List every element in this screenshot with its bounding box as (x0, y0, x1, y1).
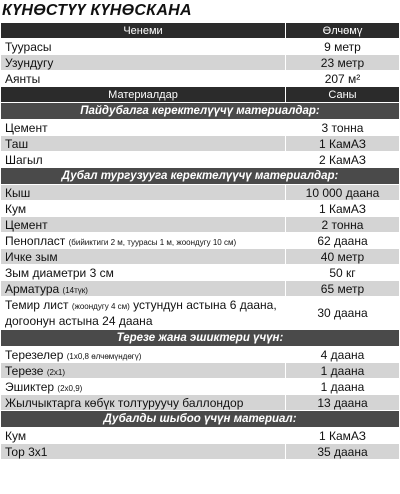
row-label: Узундугу (1, 55, 286, 71)
section-title: Терезе жана эшиктери үчүн: (1, 330, 400, 347)
section-header (1, 411, 400, 428)
row-label: Эшиктер (5, 379, 55, 394)
row-label-cell (1, 281, 286, 297)
row-value: 23 метр (286, 55, 400, 71)
row-value: 1 даана (286, 379, 400, 395)
row-value: 10 000 даана (286, 185, 400, 201)
row-value: 3 тонна (286, 120, 400, 136)
row-label: Таш (1, 136, 286, 152)
row-label: Арматура (5, 281, 60, 296)
row-label-cell (1, 297, 286, 330)
row-value: 30 даана (286, 297, 400, 330)
table-row (1, 428, 400, 444)
table-row (1, 281, 400, 297)
table-row (1, 249, 400, 265)
row-value: 40 метр (286, 249, 400, 265)
row-value: 35 даана (286, 444, 400, 460)
row-value: 13 даана (286, 395, 400, 411)
table-row (1, 185, 400, 201)
row-label: Пенопласт (5, 233, 66, 248)
row-label: Кум (1, 428, 286, 444)
row-label-rest: устундун астына 6 даана, догоонун астына 24 даана (5, 298, 277, 328)
row-label-cell (1, 233, 286, 249)
row-label: Жылчыктарга көбүк толтуруучу баллондор (1, 395, 286, 411)
row-label: Кыш (1, 185, 286, 201)
row-label: Цемент (1, 120, 286, 136)
materials-table (0, 22, 400, 460)
table-header-row (1, 23, 400, 39)
table-row (1, 347, 400, 363)
row-label: Зым диаметри 3 см (1, 265, 286, 281)
row-value: 1 даана (286, 363, 400, 379)
section-header (1, 103, 400, 120)
row-value: 1 КамАЗ (286, 136, 400, 152)
table-row (1, 217, 400, 233)
section-title: Пайдубалга керектелүүчү материалдар: (1, 103, 400, 120)
header-name: Материалдар (1, 87, 286, 103)
table-row (1, 136, 400, 152)
row-label-cell (1, 347, 286, 363)
section-header (1, 330, 400, 347)
table-row (1, 444, 400, 460)
page-title: КҮНӨСТҮҮ КҮНӨСКАНА (2, 2, 192, 19)
row-label: Аянты (1, 71, 286, 87)
row-label: Шагыл (1, 152, 286, 168)
row-note: (бийиктиги 2 м, туурасы 1 м, жоондугу 10 см) (68, 237, 237, 247)
table-row (1, 201, 400, 217)
table-row (1, 379, 400, 395)
row-label: Туурасы (1, 39, 286, 55)
row-label: Цемент (1, 217, 286, 233)
section-title: Дубалды шыбоо үчүн материал: (1, 411, 400, 428)
row-value: 65 метр (286, 281, 400, 297)
row-label-cell (1, 379, 286, 395)
table-row (1, 297, 400, 330)
row-label-cell (1, 363, 286, 379)
row-label: Терезе (5, 363, 44, 378)
section-title: Дубал тургузууга керектелүүчү материалдар: (1, 168, 400, 185)
table-row (1, 71, 400, 87)
table-row (1, 55, 400, 71)
row-value: 2 КамАЗ (286, 152, 400, 168)
table-row (1, 152, 400, 168)
row-value: 1 КамАЗ (286, 428, 400, 444)
row-value: 207 м² (286, 71, 400, 87)
row-note: (14түк) (62, 285, 88, 295)
table-row (1, 39, 400, 55)
table-row (1, 233, 400, 249)
table-row (1, 363, 400, 379)
header-name: Ченеми (1, 23, 286, 39)
row-value: 1 КамАЗ (286, 201, 400, 217)
header-value: Саны (286, 87, 400, 103)
row-value: 62 даана (286, 233, 400, 249)
table-row (1, 265, 400, 281)
section-header (1, 168, 400, 185)
row-label: Кум (1, 201, 286, 217)
row-note: (1х0,8 өлчөмүндөгү) (66, 351, 142, 361)
row-value: 50 кг (286, 265, 400, 281)
materials-header-row (1, 87, 400, 103)
row-label: Темир лист (5, 298, 69, 312)
row-note: (2х0,9) (57, 383, 83, 393)
row-label: Терезелер (5, 347, 64, 362)
row-value: 2 тонна (286, 217, 400, 233)
table-row (1, 395, 400, 411)
row-note: (жоондугу 4 см) (71, 302, 130, 311)
row-value: 4 даана (286, 347, 400, 363)
row-note: (2х1) (46, 367, 66, 377)
row-label: Ичке зым (1, 249, 286, 265)
row-label: Тор 3х1 (1, 444, 286, 460)
row-value: 9 метр (286, 39, 400, 55)
table-row (1, 120, 400, 136)
header-value: Өлчөмү (286, 23, 400, 39)
